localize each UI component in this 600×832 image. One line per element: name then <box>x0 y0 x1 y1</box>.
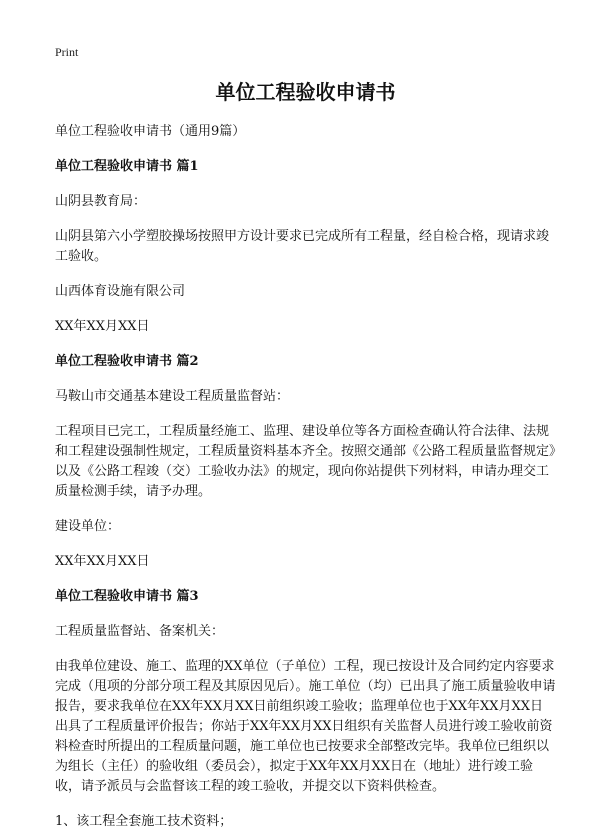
section-2-paragraph: 建设单位： <box>55 519 121 534</box>
print-link[interactable]: Print <box>55 45 79 59</box>
section-1-paragraph: 山西体育设施有限公司 <box>55 284 186 299</box>
section-3-paragraph: 工程质量监督站、备案机关： <box>55 624 225 639</box>
section-heading-3: 单位工程验收申请书 篇3 <box>55 589 199 604</box>
section-2-date: XX年XX月XX日 <box>55 554 150 569</box>
document-subtitle: 单位工程验收申请书（通用9篇） <box>55 124 246 139</box>
section-1-paragraph: 山阴县教育局： <box>55 194 147 209</box>
section-heading-2: 单位工程验收申请书 篇2 <box>55 354 199 369</box>
section-2-paragraph: 马鞍山市交通基本建设工程质量监督站： <box>55 389 290 404</box>
section-3-list-item: 1、该工程全套施工技术资料； <box>55 814 233 829</box>
section-3-paragraph: 由我单位建设、施工、监理的XX单位（子单位）工程，现已按设计及合同约定内容要求完成（甩项的分部分项工程及其原因见后）。施工单位（均）已出具了施工质量验收申请报告，要求我单位在XX年XX月XX日前组织竣工验收；监理单位也于XX年XX月XX日出具了工程质量评价报告；你站于XX年XX月XX日组织有关监督人员进行竣工验收前资料检查时所提出的工程质量问题，施工单位也已按要求全部整改完毕。我单位已组织以为组长（主任）的验收组（委员会），拟定于XX年XX月XX日在（地址）进行竣工验收，请予派员与会监督该工程的竣工验收，并提交以下资料供检查。 <box>55 659 556 794</box>
section-heading-1: 单位工程验收申请书 篇1 <box>55 159 199 174</box>
section-2-paragraph: 工程项目已完工，工程质量经施工、监理、建设单位等各方面检查确认符合法律、法规和工程建设强制性规定，工程质量资料基本齐全。按照交通部《公路工程质量监督规定》以及《公路工程竣（交）工验收办法》的规定，现向你站提供下列材料，申请办理交工质量检测手续，请予办理。 <box>55 424 556 499</box>
section-1-paragraph: 山阴县第六小学塑胶操场按照甲方设计要求已完成所有工程量，经自检合格，现请求竣工验收。 <box>55 229 550 264</box>
section-1-date: XX年XX月XX日 <box>55 319 150 334</box>
document-title: 单位工程验收申请书 <box>215 80 396 104</box>
